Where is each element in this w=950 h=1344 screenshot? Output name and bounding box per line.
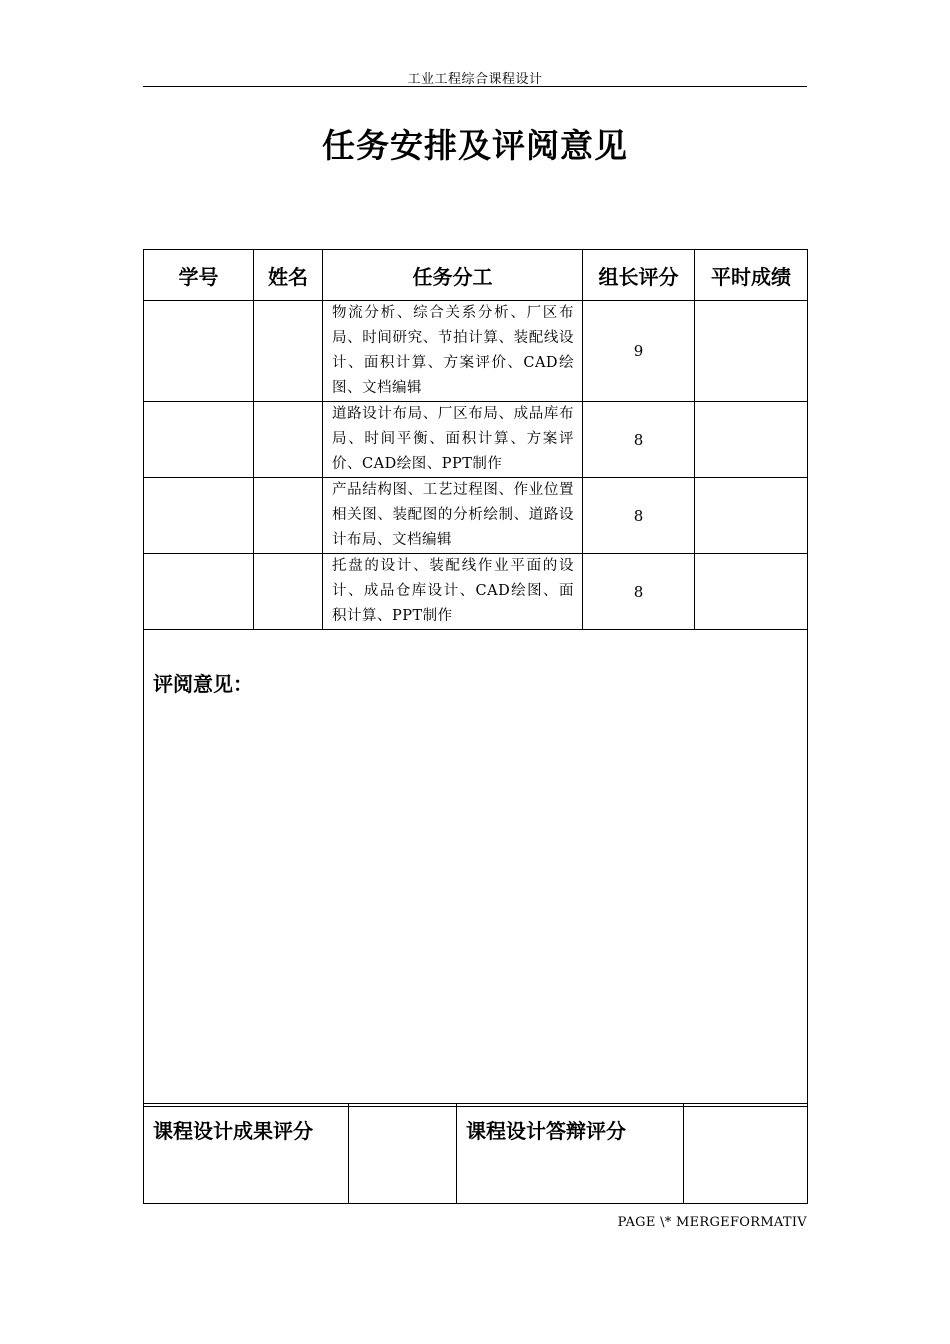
cell-task: 托盘的设计、装配线作业平面的设计、成品仓库设计、CAD绘图、面积计算、PPT制作 <box>323 554 583 630</box>
result-label-cell <box>144 1104 349 1204</box>
cell-leader-score: 8 <box>583 554 695 630</box>
cell-student-id <box>144 554 254 630</box>
task-table <box>143 249 808 1107</box>
result-score-value <box>349 1104 457 1204</box>
table-row <box>144 301 808 402</box>
cell-student-id <box>144 301 254 402</box>
page-header: 工业工程综合课程设计 <box>407 72 543 87</box>
result-score-label: 课程设计成果评分 <box>153 1119 313 1143</box>
cell-usual-grade <box>695 301 808 402</box>
header-usual-grade: 平时成绩 <box>695 250 808 301</box>
table-header-row <box>144 250 808 301</box>
defense-score-value <box>684 1104 808 1204</box>
cell-usual-grade <box>695 554 808 630</box>
header-leader-score: 组长评分 <box>583 250 695 301</box>
review-cell <box>144 630 808 1107</box>
cell-name <box>254 478 323 554</box>
header-student-id: 学号 <box>144 250 254 301</box>
review-row <box>144 630 808 1107</box>
cell-leader-score: 8 <box>583 402 695 478</box>
defense-score-label: 课程设计答辩评分 <box>466 1119 626 1143</box>
cell-name <box>254 554 323 630</box>
score-table <box>143 1103 808 1204</box>
header-task: 任务分工 <box>323 250 583 301</box>
cell-name <box>254 301 323 402</box>
defense-label-cell <box>457 1104 684 1204</box>
cell-usual-grade <box>695 478 808 554</box>
table-row <box>144 554 808 630</box>
header-rule <box>143 86 807 87</box>
header-name: 姓名 <box>254 250 323 301</box>
cell-task: 物流分析、综合关系分析、厂区布局、时间研究、节拍计算、装配线设计、面积计算、方案评价、CAD绘图、文档编辑 <box>323 301 583 402</box>
page-title: 任务安排及评阅意见 <box>322 126 628 165</box>
review-label: 评阅意见： <box>153 672 253 696</box>
cell-student-id <box>144 478 254 554</box>
page-footer: PAGE \* MERGEFORMATIV <box>617 1215 807 1230</box>
cell-usual-grade <box>695 402 808 478</box>
cell-task: 产品结构图、工艺过程图、作业位置相关图、装配图的分析绘制、道路设计布局、文档编辑 <box>323 478 583 554</box>
cell-leader-score: 9 <box>583 301 695 402</box>
cell-student-id <box>144 402 254 478</box>
table-row <box>144 478 808 554</box>
cell-leader-score: 8 <box>583 478 695 554</box>
score-row <box>144 1104 808 1204</box>
cell-task: 道路设计布局、厂区布局、成品库布局、时间平衡、面积计算、方案评价、CAD绘图、PPT制作 <box>323 402 583 478</box>
cell-name <box>254 402 323 478</box>
table-row <box>144 402 808 478</box>
